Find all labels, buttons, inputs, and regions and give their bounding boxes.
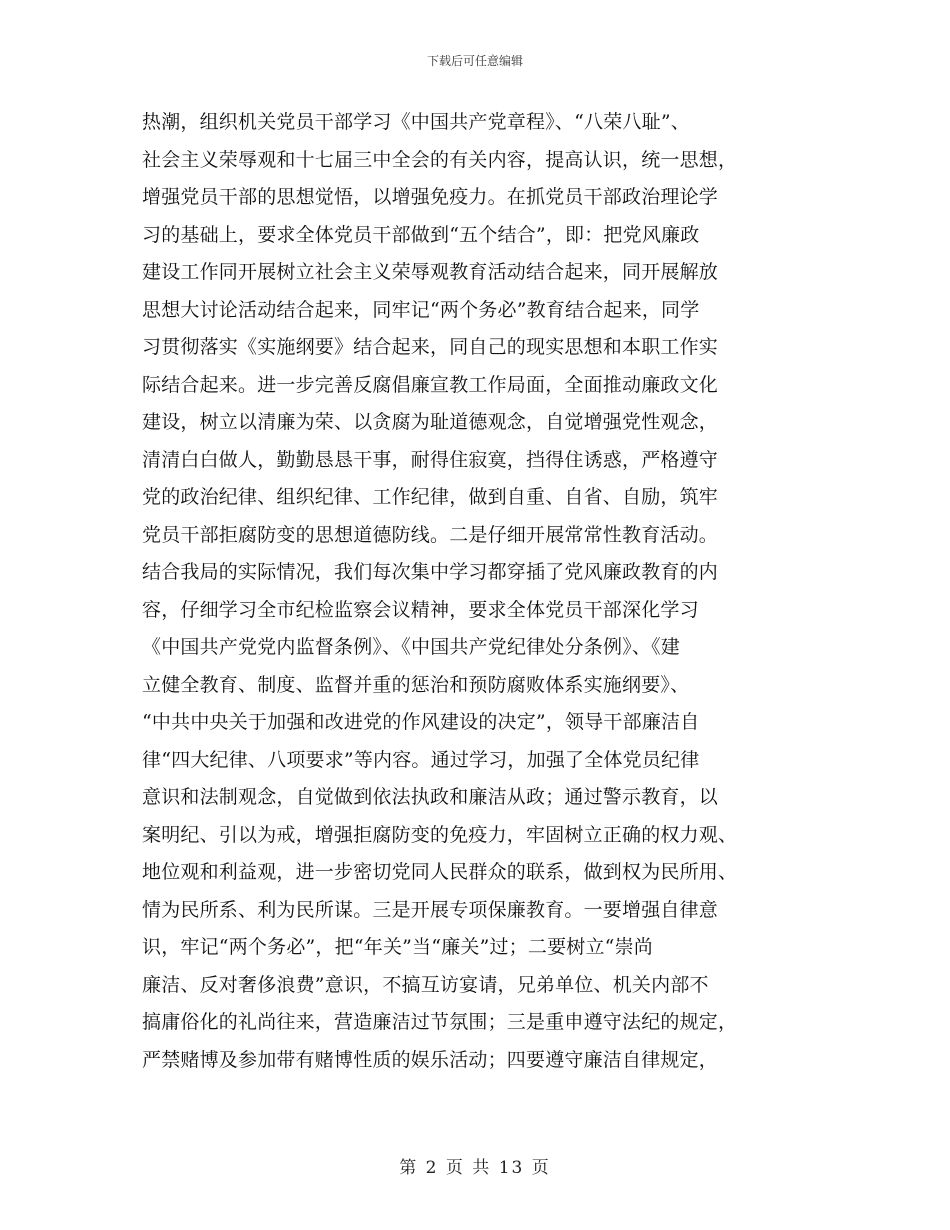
body-line: 党员干部拒腐防变的思想道德防线。二是仔细开展常常性教育活动。 [142,523,719,546]
page-header: 下载后可任意编辑 [426,54,523,68]
body-line: 社会主义荣辱观和十七届三中全会的有关内容，提高认识，统一思想， [142,148,738,171]
body-line: 《中国共产党党内监督条例》、《中国共产党纪律处分条例》、《建 [142,636,681,658]
body-line: 结合我局的实际情况，我们每次集中学习都穿插了党风廉政教育的内 [142,561,719,583]
body-line: 搞庸俗化的礼尚往来，营造廉洁过节氛围；三是重申遵守法纪的规定， [142,1011,738,1033]
body-line: 案明纪、引以为戒，增强拒腐防变的免疫力，牢固树立正确的权力观、 [142,823,738,846]
body-line: 严禁赌博及参加带有赌博性质的娱乐活动；四要遵守廉洁自律规定， [142,1048,719,1071]
body-line: 习贯彻落实《实施纲要》结合起来，同自己的现实思想和本职工作实 [142,336,719,358]
body-line: 党的政治纪律、组织纪律、工作纪律，做到自重、自省、自励，筑牢 [142,486,719,508]
body-line: “中共中央关于加强和改进党的作风建设的决定”，领导干部廉洁自 [142,711,700,733]
body-line: 建设工作同开展树立社会主义荣辱观教育活动结合起来，同开展解放 [142,261,719,283]
body-line: 廉洁、反对奢侈浪费”意识，不搞互访宴请，兄弟单位、机关内部不 [142,973,709,996]
document-body [142,104,822,1079]
body-line: 思想大讨论活动结合起来，同牢记“两个务必”教育结合起来，同学 [142,298,700,321]
body-line: 热潮，组织机关党员干部学习《中国共产党章程》、“八荣八耻”、 [142,111,690,133]
body-line: 建设，树立以清廉为荣、以贪腐为耻道德观念，自觉增强党性观念， [142,411,719,433]
body-line: 立健全教育、制度、监督并重的惩治和预防腐败体系实施纲要》、 [142,673,690,696]
body-line: 习的基础上，要求全体党员干部做到“五个结合”，即：把党风廉政 [142,223,700,246]
body-line: 际结合起来。进一步完善反腐倡廉宣教工作局面，全面推动廉政文化 [142,373,719,396]
body-line: 地位观和利益观，进一步密切党同人民群众的联系，做到权为民所用、 [142,861,738,883]
page-number: 第 2 页 共 13 页 [399,1158,551,1178]
body-line: 意识和法制观念，自觉做到依法执政和廉洁从政；通过警示教育，以 [142,786,719,808]
body-line: 识，牢记“两个务必”，把“年关”当“廉关”过；二要树立“崇尚 [142,936,653,958]
body-line: 增强党员干部的思想觉悟，以增强免疫力。在抓党员干部政治理论学 [142,186,719,208]
body-line: 情为民所系、利为民所谋。三是开展专项保廉教育。一要增强自律意 [142,898,719,921]
body-line: 清清白白做人，勤勤恳恳干事，耐得住寂寞，挡得住诱惑，严格遵守 [142,448,719,471]
body-line: 容，仔细学习全市纪检监察会议精神，要求全体党员干部深化学习 [142,598,699,621]
body-line: 律“四大纪律、八项要求”等内容。通过学习，加强了全体党员纪律 [142,748,700,771]
